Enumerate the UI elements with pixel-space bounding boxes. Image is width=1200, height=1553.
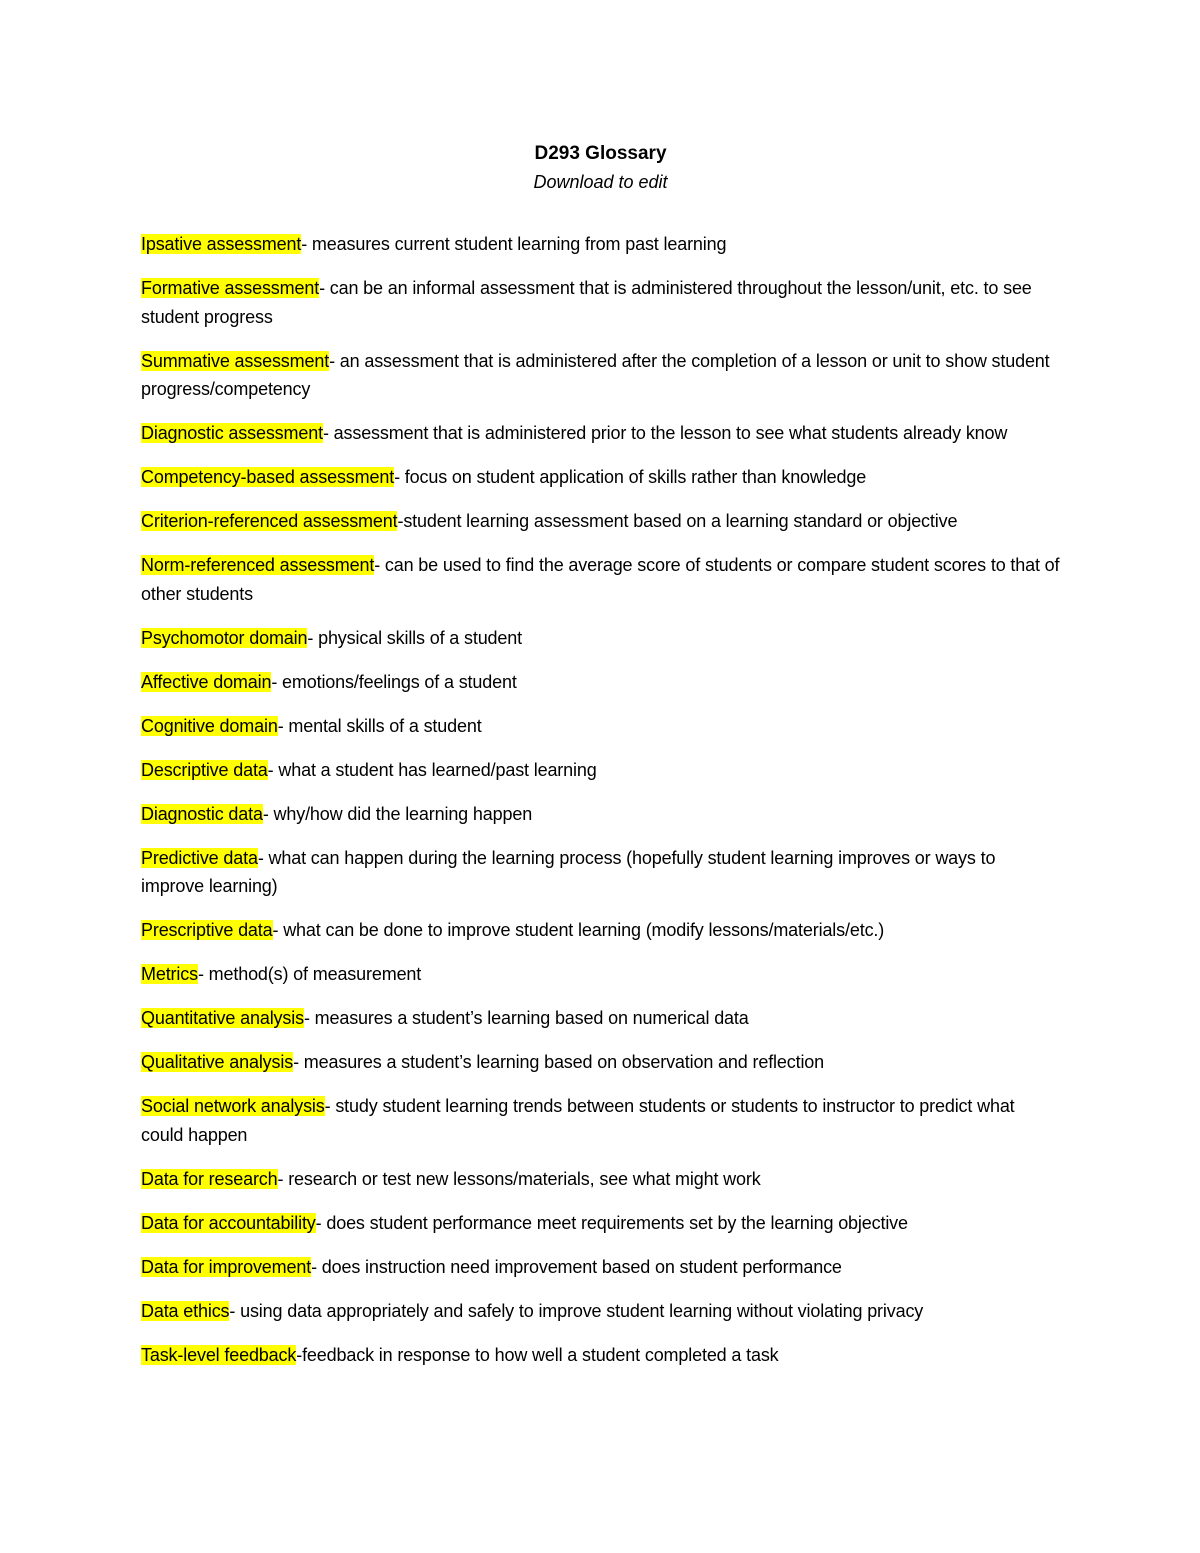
glossary-entry <box>141 800 1060 829</box>
glossary-entry <box>141 916 1060 945</box>
glossary-definition: -feedback in response to how well a student completed a task <box>296 1344 779 1365</box>
glossary-definition: - measures a student’s learning based on observation and reflection <box>293 1052 825 1072</box>
glossary-definition: - research or test new lessons/materials, see what might work <box>277 1168 761 1189</box>
glossary-entry <box>141 1253 1060 1282</box>
glossary-entry <box>141 507 1060 536</box>
glossary-list <box>141 230 1060 1369</box>
glossary-term: Ipsative assessment <box>141 234 302 254</box>
glossary-definition: - can be used to find the average score of students or compare student scores to that of other students <box>141 555 1060 604</box>
glossary-definition: - mental skills of a student <box>277 715 482 736</box>
page-subtitle: Download to edit <box>533 172 668 192</box>
glossary-entry <box>141 844 1060 901</box>
glossary-term: Affective domain <box>141 671 272 692</box>
glossary-definition: - emotions/feelings of a student <box>271 671 517 692</box>
glossary-term: Norm-referenced assessment <box>141 555 375 575</box>
glossary-entry <box>141 1004 1060 1033</box>
glossary-definition: - using data appropriately and safely to improve student learning without violating privacy <box>229 1300 924 1321</box>
glossary-definition: - why/how did the learning happen <box>262 803 533 824</box>
glossary-term: Task-level feedback <box>141 1344 297 1365</box>
glossary-definition: - what a student has learned/past learning <box>267 759 597 780</box>
glossary-definition: -student learning assessment based on a learning standard or objective <box>397 511 958 531</box>
glossary-term: Diagnostic assessment <box>141 423 323 443</box>
glossary-term: Data ethics <box>141 1300 230 1321</box>
glossary-entry <box>141 624 1060 653</box>
glossary-entry <box>141 1048 1060 1077</box>
glossary-entry <box>141 230 1060 259</box>
glossary-definition: - what can be done to improve student learning (modify lessons/materials/etc.) <box>272 920 885 940</box>
glossary-definition: - measures current student learning from past learning <box>301 234 727 254</box>
glossary-term: Metrics <box>141 964 198 984</box>
glossary-term: Social network analysis <box>141 1096 325 1116</box>
glossary-term: Predictive data <box>141 847 258 868</box>
glossary-entry <box>141 756 1060 785</box>
glossary-definition: - method(s) of measurement <box>197 964 422 984</box>
glossary-definition: - does student performance meet requirements set by the learning objective <box>315 1212 908 1233</box>
glossary-term: Quantitative analysis <box>141 1008 304 1028</box>
glossary-term: Criterion-referenced assessment <box>141 511 398 531</box>
glossary-term: Diagnostic data <box>141 803 263 824</box>
glossary-entry <box>141 1209 1060 1238</box>
page-title: D293 Glossary <box>534 143 667 164</box>
glossary-entry <box>141 463 1060 492</box>
glossary-entry <box>141 274 1060 331</box>
glossary-definition: - can be an informal assessment that is administered throughout the lesson/unit, etc. to see student progress <box>141 278 1032 327</box>
glossary-definition: - focus on student application of skills rather than knowledge <box>394 467 867 487</box>
glossary-term: Descriptive data <box>141 759 268 780</box>
glossary-definition: - measures a student’s learning based on numerical data <box>303 1008 749 1028</box>
glossary-term: Data for improvement <box>141 1256 312 1277</box>
glossary-entry <box>141 1297 1060 1326</box>
glossary-entry <box>141 347 1060 404</box>
glossary-definition: - physical skills of a student <box>307 627 522 648</box>
glossary-term: Data for research <box>141 1168 278 1189</box>
glossary-term: Summative assessment <box>141 350 330 371</box>
glossary-definition: - an assessment that is administered after the completion of a lesson or unit to show student progress/competency <box>141 350 1050 399</box>
glossary-entry <box>141 551 1060 608</box>
glossary-entry <box>141 960 1060 989</box>
glossary-term: Formative assessment <box>141 278 320 298</box>
glossary-entry <box>141 419 1060 448</box>
glossary-term: Psychomotor domain <box>141 627 308 648</box>
glossary-definition: - does instruction need improvement based on student performance <box>311 1256 842 1277</box>
glossary-entry <box>141 668 1060 697</box>
glossary-definition: - study student learning trends between students or students to instructor to predict what could happen <box>141 1096 1015 1145</box>
glossary-entry <box>141 1341 1060 1370</box>
glossary-term: Data for accountability <box>141 1212 316 1233</box>
glossary-term: Competency-based assessment <box>141 467 395 487</box>
glossary-term: Prescriptive data <box>141 920 273 940</box>
glossary-definition: - assessment that is administered prior to the lesson to see what students already know <box>322 423 1008 443</box>
glossary-definition: - what can happen during the learning process (hopefully student learning improves or ways to improve learning) <box>141 847 996 896</box>
glossary-entry <box>141 1165 1060 1194</box>
glossary-entry <box>141 712 1060 741</box>
glossary-term: Qualitative analysis <box>141 1052 294 1072</box>
glossary-entry <box>141 1092 1060 1149</box>
glossary-term: Cognitive domain <box>141 715 278 736</box>
